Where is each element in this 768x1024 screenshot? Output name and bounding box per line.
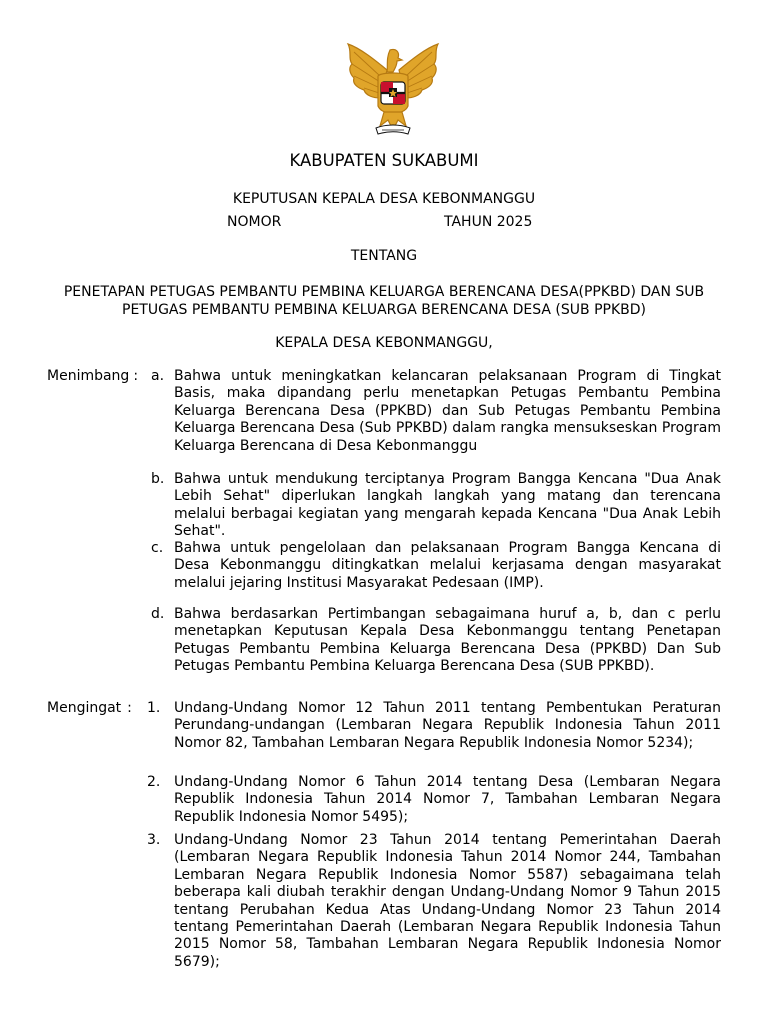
menimbang-marker-a: a. [151, 368, 165, 384]
menimbang-marker-d: d. [151, 606, 165, 622]
menimbang-item-d: Bahwa berdasarkan Pertimbangan sebagaimana huruf a, b, dan c perlu menetapkan Keputusan Kepala Desa Kebonmanggu tentang Penetapan Petugas Pembantu Pembina Keluarga Berencana Desa (PPKBD) Dan Sub Petugas Pembantu Pembina Keluarga Berencana Desa (SUB PPKBD). [174, 606, 721, 675]
menimbang-item-a: Bahwa untuk meningkatkan kelancaran pelaksanaan Program di Tingkat Basis, maka dipandang perlu menetapkan Petugas Pembantu Pembina Keluarga Berencana Desa (PPKBD) dan Sub Petugas Pembantu Pembina Keluarga Berencana Desa (Sub PPKBD) dalam rangka mensukseskan Program Keluarga Berencana di Desa Kebonmanggu [174, 368, 721, 454]
mengingat-item-3: Undang-Undang Nomor 23 Tahun 2014 tentang Pemerintahan Daerah (Lembaran Negara Republik Indonesia Tahun 2014 Nomor 244, Tambahan Lembaran Negara Republik Indonesia Nomor 5587) sebagaimana telah beberapa kali diubah terakhir dengan Undang-Undang Nomor 9 Tahun 2015 tentang Perubahan Kedua Atas Undang-Undang Nomor 23 Tahun 2014 tentang Pemerintahan Daerah (Lembaran Negara Republik Indonesia Tahun 2015 Nomor 58, Tambahan Lembaran Negara Republik Indonesia Nomor 5679); [174, 832, 721, 970]
mengingat-item-2: Undang-Undang Nomor 6 Tahun 2014 tentang Desa (Lembaran Negara Republik Indonesia Tahun 2014 Nomor 7, Tambahan Lembaran Negara Republik Indonesia Nomor 5495); [174, 774, 721, 825]
menimbang-label: Menimbang : [47, 368, 139, 384]
number-label: NOMOR [227, 214, 282, 230]
decree-heading: KEPUTUSAN KEPALA DESA KEBONMANGGU [232, 191, 536, 207]
authority-heading: KEPALA DESA KEBONMANGGU, [275, 335, 493, 351]
regency-heading: KABUPATEN SUKABUMI [289, 151, 479, 170]
mengingat-marker-3: 3. [147, 832, 161, 848]
menimbang-marker-c: c. [151, 540, 164, 556]
about-heading: TENTANG [350, 248, 418, 264]
mengingat-marker-1: 1. [147, 700, 161, 716]
year-label: TAHUN 2025 [444, 214, 533, 230]
decree-title: PENETAPAN PETUGAS PEMBANTU PEMBINA KELUARGA BERENCANA DESA(PPKBD) DAN SUB PETUGAS PEMBANTU PEMBINA KELUARGA BERENCANA DESA (SUB PPKBD) [63, 284, 705, 318]
mengingat-item-1: Undang-Undang Nomor 12 Tahun 2011 tentang Pembentukan Peraturan Perundang-undangan (Lembaran Negara Republik Indonesia Tahun 2011 Nomor 82, Tambahan Lembaran Negara Republik Indonesia Nomor 5234); [174, 700, 721, 751]
mengingat-marker-2: 2. [147, 774, 161, 790]
garuda-emblem-icon [340, 40, 446, 140]
mengingat-label: Mengingat : [47, 700, 132, 716]
menimbang-item-b: Bahwa untuk mendukung terciptanya Program Bangga Kencana "Dua Anak Lebih Sehat" diperlukan langkah langkah yang matang dan terencana melalui berbagai kegiatan yang mengarah kepada Kencana "Dua Anak Lebih Sehat". [174, 471, 721, 540]
menimbang-item-c: Bahwa untuk pengelolaan dan pelaksanaan Program Bangga Kencana di Desa Kebonmanggu ditingkatkan melalui kerjasama dengan masyarakat melalui jejaring Institusi Masyarakat Pedesaan (IMP). [174, 540, 721, 591]
menimbang-marker-b: b. [151, 471, 165, 487]
